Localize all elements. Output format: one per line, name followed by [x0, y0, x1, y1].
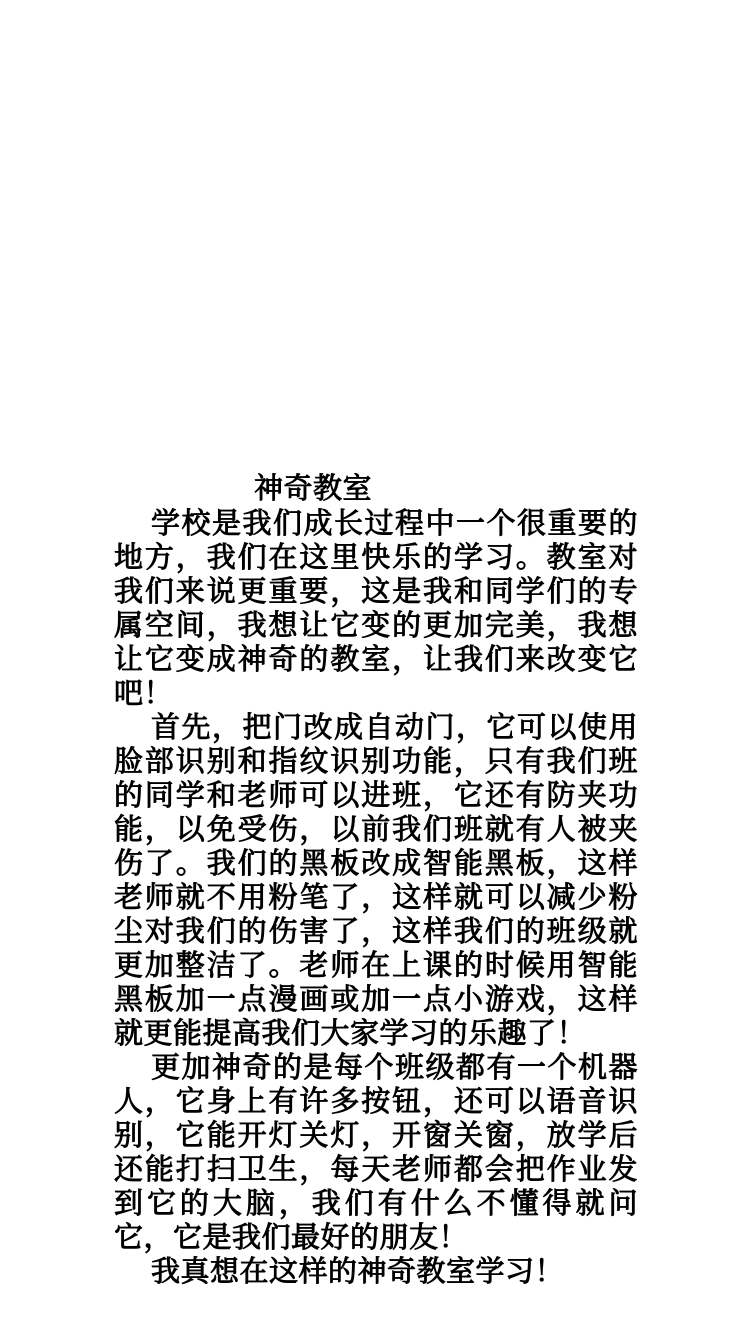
paragraph-3: 更加神奇的是每个班级都有一个机器人，它身上有许多按钮，还可以语音识别，它能开灯关灯，开窗关窗，放学后还能打扫卫生，每天老师都会把作业发到它的大脑，我们有什么不懂得就问它，它是我们最好的朋友！ [114, 1050, 638, 1254]
paragraph-2: 首先，把门改成自动门，它可以使用脸部识别和指纹识别功能，只有我们班的同学和老师可以进班，它还有防夹功能，以免受伤，以前我们班就有人被夹伤了。我们的黑板改成智能黑板，这样老师就不用粉笔了，这样就可以减少粉尘对我们的伤害了，这样我们的班级就更加整洁了。老师在上课的时候用智能黑板加一点漫画或加一点小游戏，这样就更能提高我们大家学习的乐趣了！ [114, 710, 638, 1050]
essay-title: 神奇教室 [254, 471, 373, 505]
paragraph-4: 我真想在这样的神奇教室学习！ [151, 1254, 565, 1288]
paragraph-1: 学校是我们成长过程中一个很重要的地方，我们在这里快乐的学习。教室对我们来说更重要，这是我和同学们的专属空间，我想让它变的更加完美，我想让它变成神奇的教室，让我们来改变它吧！ [114, 506, 638, 710]
essay [114, 470, 638, 1288]
